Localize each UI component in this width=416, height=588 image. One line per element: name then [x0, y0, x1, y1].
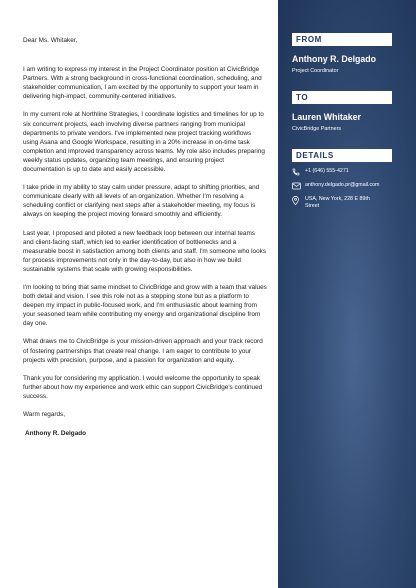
address-detail — [292, 196, 400, 210]
phone-number[interactable]: +1 (646) 555-4271 — [305, 168, 349, 174]
letter-paragraph-1: I am writing to express my interest in the Project Coordinator position at CivicBridge Partners. With a strong background in cross-functional coordination, scheduling, and stakeholder communication, I am excited by the opportunity to support your team in delivering high-impact, community-centered initiatives. — [23, 66, 262, 101]
phone-icon — [292, 168, 302, 176]
details-section — [292, 149, 400, 210]
from-section — [292, 33, 400, 75]
signature: Anthony R. Delgado — [25, 430, 87, 438]
sender-title: Project Coordinator — [292, 68, 339, 74]
location-icon — [292, 196, 302, 205]
address — [305, 196, 370, 210]
letter-paragraph-3: I take pride in my ability to stay calm under pressure, adapt to shifting priorities, and communicate clearly with all levels of an organization. Whether I'm resolving a scheduling conflict or clarifying next steps after a stakeholder meeting, my focus is always on keeping the project moving forward smoothly and efficiently. — [23, 184, 260, 219]
from-heading: FROM — [292, 33, 392, 46]
letter-body — [23, 36, 267, 447]
letter-paragraph-4: Last year, I proposed and piloted a new feedback loop between our internal teams and client-facing staff, which led to earlier identification of bottlenecks and a measurable boost in satisfaction among both clients and staff. I'm someone who looks for process improvements not only in the day-to-day, but also in how we build sustainable systems that scale with growing responsibilities. — [23, 229, 267, 273]
salutation: Dear Ms. Whitaker, — [23, 37, 78, 44]
letter-paragraph-2: In my current role at Northline Strategies, I coordinate logistics and timelines for up to six concurrent projects, each involving diverse partners ranging from municipal departments to private vendors. I've implemented new project tracking workflows using Asana and Google Workspace, resulting in a 20% increase in on-time task completion and improved transparency across teams. My role also includes preparing weekly status updates, organizing team meetings, and ensuring project documentation is up to date and easily accessible. — [23, 111, 265, 174]
letter-paragraph-6: What draws me to CivicBridge is your mission-driven approach and your track record of fostering partnerships that create real change. I am eager to contribute to your projects with precision, purpose, and a passion for organization and equity. — [23, 338, 263, 364]
address-line-1: USA, New York, 228 E 89th — [305, 196, 370, 202]
email-icon — [292, 182, 302, 190]
closing: Warm regards, — [23, 411, 66, 418]
email-address[interactable]: anthony.delgado.pr@gmail.com — [305, 182, 380, 188]
address-line-2: Street — [305, 203, 320, 209]
sidebar — [278, 0, 416, 588]
email-detail — [292, 182, 400, 190]
recipient-name: Lauren Whitaker — [292, 112, 361, 122]
to-section — [292, 91, 400, 133]
letter-paragraph-5: I'm looking to bring that same mindset to CivicBridge and grow with a team that values both detail and vision. I see this role not as a stepping stone but as a platform to deepen my impact in public-focused work, and I'm enthusiastic about learning from your seasoned team while contributing my energy and organizational discipline from day one. — [23, 283, 267, 328]
to-heading: TO — [292, 91, 392, 104]
recipient-company: CivicBridge Partners — [292, 126, 342, 132]
phone-detail — [292, 168, 400, 176]
letter-paragraph-7: Thank you for considering my application. I would welcome the opportunity to speak further about how my experience and work ethic can support CivicBridge's continued success. — [23, 374, 263, 400]
details-heading: DETAILS — [292, 149, 392, 162]
sender-name: Anthony R. Delgado — [292, 54, 377, 64]
